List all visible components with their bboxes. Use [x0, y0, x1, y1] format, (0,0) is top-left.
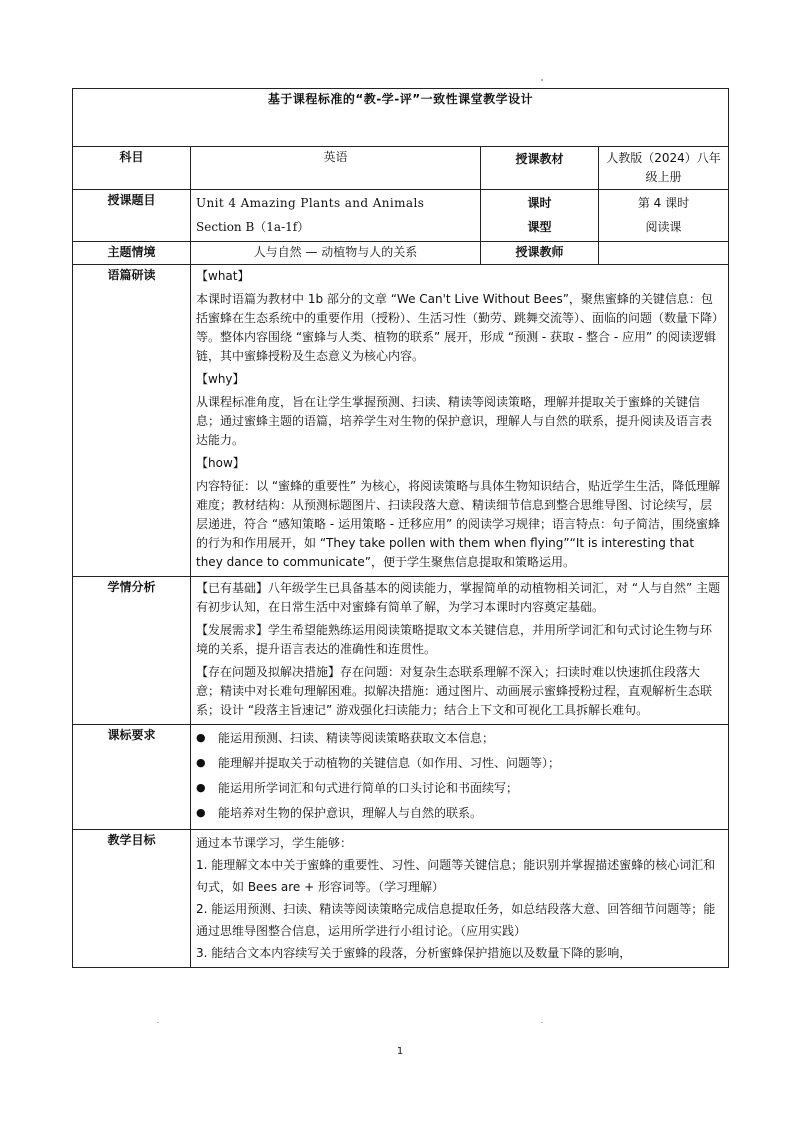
period-type-labels [481, 190, 599, 242]
bullet-icon: ● [196, 756, 206, 769]
teacher-value [599, 242, 729, 265]
bullet-icon: ● [196, 731, 206, 744]
learner-needs: 【发展需求】学生希望能熟练运用阅读策略提取文本关键信息，并用所学词汇和句式讨论生物与环境的关系，提升语言表达的准确性和连贯性。 [196, 623, 713, 656]
subject-label: 科目 [73, 147, 191, 190]
theme-label: 主题情境 [73, 242, 191, 265]
topic-value [191, 190, 481, 242]
teacher-label: 授课教师 [481, 242, 599, 265]
stray-mark [541, 79, 543, 81]
learner-content [191, 577, 729, 725]
learner-problems: 【存在问题及拟解决措施】存在问题：对复杂生态联系理解不深入；扫读时难以快速抓住段落大意；精读中对长难句理解困难。拟解决措施：通过图片、动画展示蜜蜂授粉过程，直观解析生态联系；设计 “段落主旨速记” 游戏强化扫读能力；结合上下文和可视化工具拆解长难句。 [196, 665, 713, 717]
bullet-icon: ● [196, 806, 206, 819]
bullet-icon: ● [196, 781, 206, 794]
topic-label: 授课题目 [73, 190, 191, 242]
standards-item: ● 能运用预测、扫读、精读等阅读策略获取文本信息； [196, 727, 723, 752]
what-body: 本课时语篇为教材中 1b 部分的文章 “We Can't Live Without Bees”，聚焦蜜蜂的关键信息：包括蜜蜂在生态系统中的重要作用（授粉）、生活习性（勤劳、跳舞交流等）、面临的问题（数量下降）等。整体内容围绕 “蜜蜂与人类、植物的联系” 展开，形成 “预测 - 获取 - 整合 - 应用” 的阅读逻辑链，其中蜜蜂授粉及生态意义为核心内容。 [196, 292, 719, 363]
period-label: 课时 [527, 196, 552, 210]
type-label: 课型 [527, 220, 552, 234]
page-number: 1 [396, 1046, 404, 1057]
standards-row [73, 725, 729, 830]
objectives-content [191, 830, 729, 968]
document-title: 基于课程标准的“教-学-评”一致性课堂教学设计 [73, 89, 729, 147]
objectives-row [73, 830, 729, 968]
textbook-label: 授课教材 [481, 147, 599, 190]
topic-row [73, 190, 729, 242]
standards-item: ● 能培养对生物的保护意识，理解人与自然的联系。 [196, 802, 723, 827]
text-study-row [73, 265, 729, 577]
why-heading: 【why】 [196, 372, 245, 386]
standards-label: 课标要求 [73, 725, 191, 830]
stray-mark [541, 1022, 543, 1023]
stray-mark [157, 1022, 159, 1023]
what-heading: 【what】 [196, 269, 250, 283]
textbook-value: 人教版（2024）八年级上册 [599, 147, 729, 190]
standards-item: ● 能运用所学词汇和句式进行简单的口头讨论和书面续写； [196, 777, 723, 802]
learner-basis: 【已有基础】八年级学生已具备基本的阅读能力，掌握简单的动植物相关词汇，对 “人与自然” 主题有初步认知，在日常生活中对蜜蜂有简单了解，为学习本课时内容奠定基础。 [196, 581, 721, 614]
subject-value: 英语 [191, 147, 481, 190]
theme-row [73, 242, 729, 265]
subject-row [73, 147, 729, 190]
objectives-label: 教学目标 [73, 830, 191, 968]
text-study-label: 语篇研读 [73, 265, 191, 577]
standards-item: ● 能理解并提取关于动植物的关键信息（如作用、习性、问题等）； [196, 752, 723, 777]
how-body: 内容特征：以 “蜜蜂的重要性” 为核心，将阅读策略与具体生物知识结合，贴近学生生活，降低理解难度；教材结构：从预测标题图片、扫读段落大意、精读细节信息到整合思维导图、讨论续写，层层递进，符合 “感知策略 - 运用策略 - 迁移应用” 的阅读学习规律；语言特点：句子简洁，围绕蜜蜂的行为和作用展开，如 “They take pollen with them when flying”“It is interesting that they dance to communicate”，便于学生聚焦信息提取和策略运用。 [196, 479, 721, 569]
type-value: 阅读课 [645, 220, 682, 234]
objective-item: 1. 能理解文本中关于蜜蜂的重要性、习性、问题等关键信息；能识别并掌握描述蜜蜂的核心词汇和句式，如 Bees are + 形容词等。（学习理解） [196, 858, 716, 894]
objectives-intro: 通过本节课学习，学生能够： [196, 836, 353, 850]
theme-value: 人与自然 — 动植物与人的关系 [191, 242, 481, 265]
why-body: 从课程标准角度，旨在让学生掌握预测、扫读、精读等阅读策略，理解并提取关于蜜蜂的关键信息；通过蜜蜂主题的语篇，培养学生对生物的保护意识，理解人与自然的联系，提升阅读及语言表达能力。 [196, 395, 713, 447]
lesson-design-table [72, 88, 729, 968]
text-study-content [191, 265, 729, 577]
learner-label: 学情分析 [73, 577, 191, 725]
title-row [73, 89, 729, 147]
period-type-values [599, 190, 729, 242]
topic-value-line2: Section B（1a-1f） [196, 220, 310, 234]
objective-item: 3. 能结合文本内容续写关于蜜蜂的段落，分析蜜蜂保护措施以及数量下降的影响， [196, 946, 632, 960]
topic-value-line1: Unit 4 Amazing Plants and Animals [196, 196, 425, 210]
objective-item: 2. 能运用预测、扫读、精读等阅读策略完成信息提取任务，如总结段落大意、回答细节问题等；能通过思维导图整合信息，运用所学进行小组讨论。（应用实践） [196, 902, 716, 938]
learner-row [73, 577, 729, 725]
period-value: 第 4 课时 [637, 196, 690, 210]
standards-list [191, 725, 729, 830]
how-heading: 【how】 [196, 456, 245, 470]
